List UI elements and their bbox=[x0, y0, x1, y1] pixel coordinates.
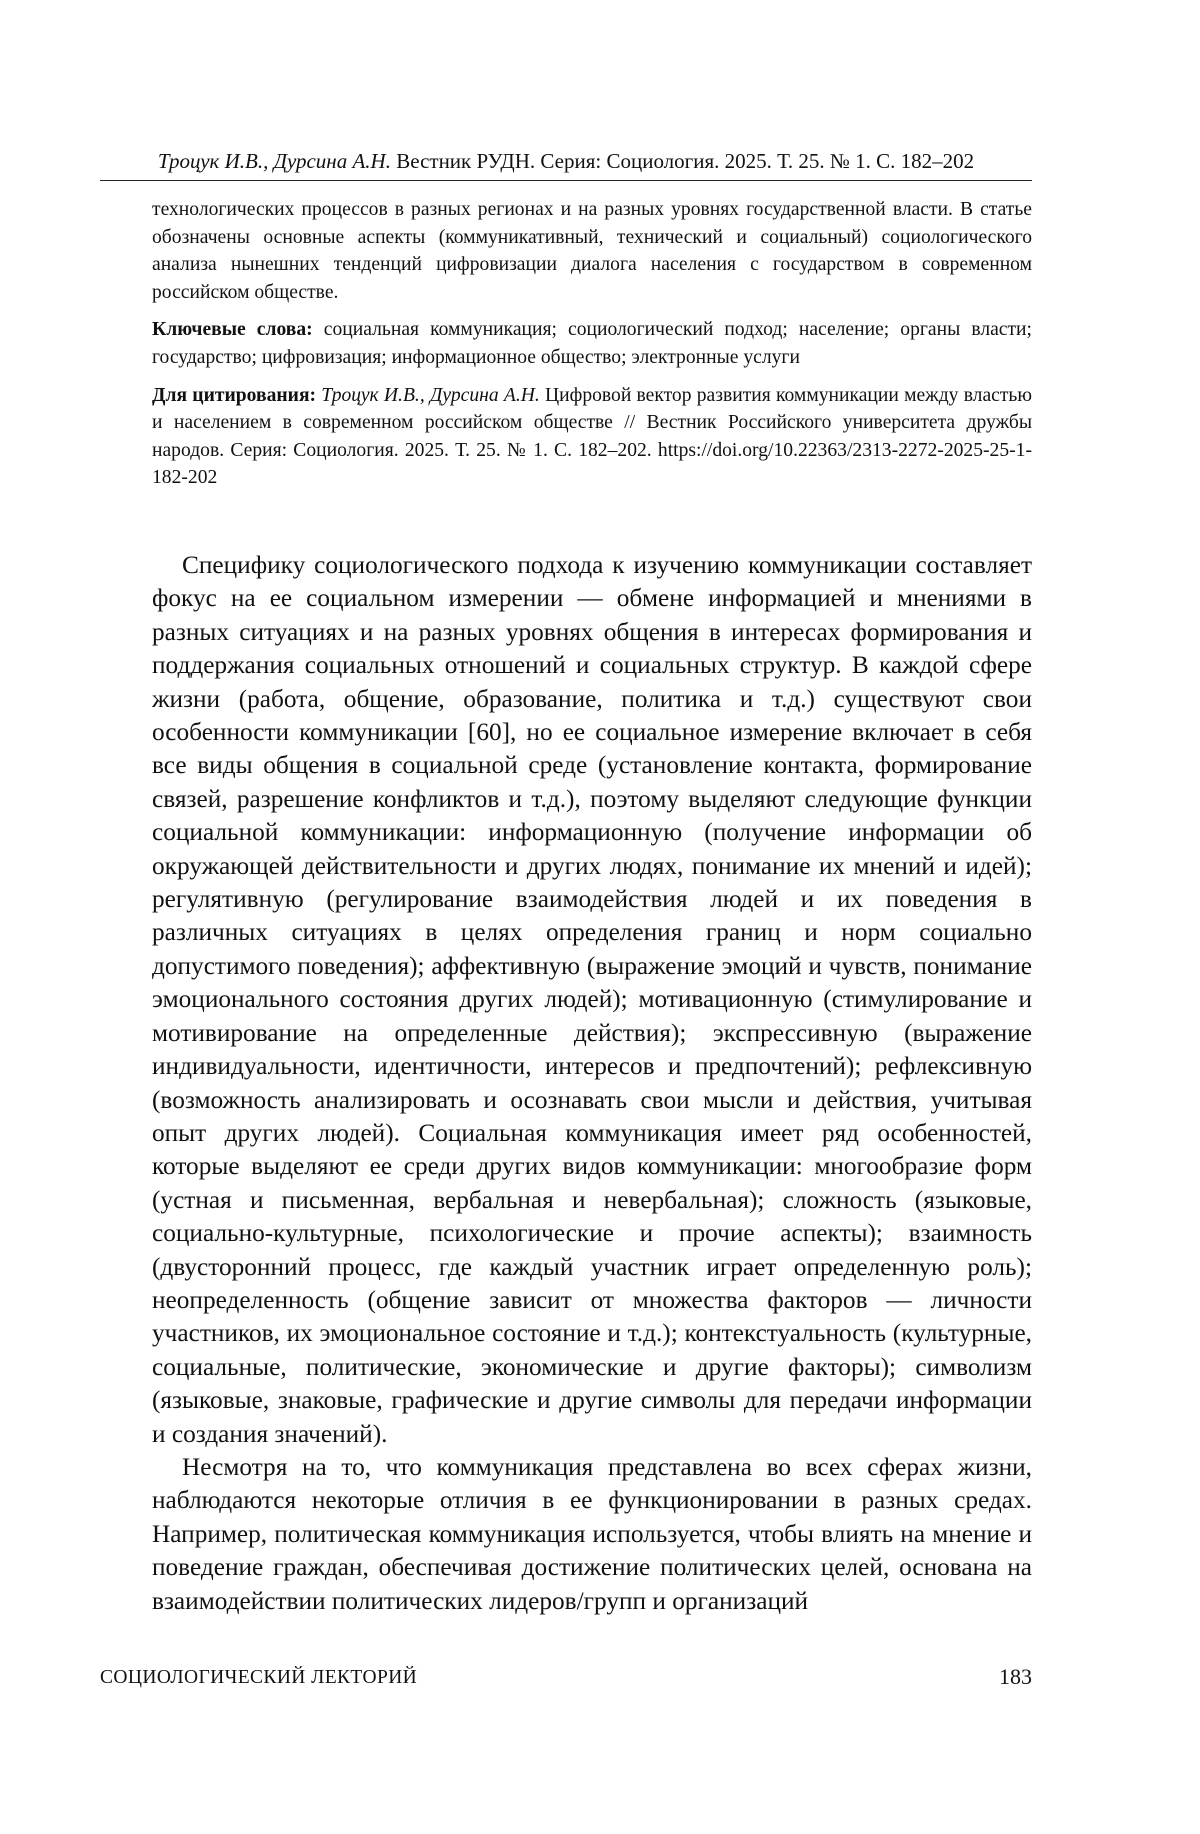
abstract-tail: технологических процессов в разных регионах и на разных уровнях государственной власти. В статье обозначены основные аспекты (коммуникативный, технический и социальный) социологического анализа нынешних тенденций цифровизации диалога населения с государством в современном российском обществе. bbox=[152, 196, 1032, 306]
footer-section-title: СОЦИОЛОГИЧЕСКИЙ ЛЕКТОРИЙ bbox=[100, 1666, 417, 1690]
keywords-label: Ключевые слова: bbox=[152, 319, 313, 340]
page-number: 183 bbox=[999, 1664, 1032, 1690]
running-head-authors: Троцук И.В., Дурсина А.Н. bbox=[158, 149, 391, 173]
keywords-paragraph bbox=[152, 316, 1032, 371]
body-paragraph: Специфику социологического подхода к изучению коммуникации составляет фокус на ее социальном измерении — обмене информацией и мнениями в разных ситуациях и на разных уровнях общения в интересах формирования и поддержания социальных отношений и социальных структур. В каждой сфере жизни (работа, общение, образование, политика и т.д.) существуют свои особенности коммуникации [60], но ее социальное измерение включает в себя все виды общения в социальной среде (установление контакта, формирование связей, разрешение конфликтов и т.д.), поэтому выделяют следующие функции социальной коммуникации: информационную (получение информации об окружающей действительности и других людях, понимание их мнений и идей); регулятивную (регулирование взаимодействия людей и их поведения в различных ситуациях в целях определения границ и норм социально допустимого поведения); аффективную (выражение эмоций и чувств, понимание эмоционального состояния других людей); мотивационную (стимулирование и мотивирование на определенные действия); экспрессивную (выражение индивидуальности, идентичности, интересов и предпочтений); рефлексивную (возможность анализировать и осознавать свои мысли и действия, учитывая опыт других людей). Социальная коммуникация имеет ряд особенностей, которые выделяют ее среди других видов коммуникации: многообразие форм (устная и письменная, вербальная и невербальная); сложность (языковые, социально-культурные, психологические и прочие аспекты); взаимность (двусторонний процесс, где каждый участник играет определенную роль); неопределенность (общение зависит от множества факторов — личности участников, их эмоциональное состояние и т.д.); контекстуальность (культурные, социальные, политические, экономические и другие факторы); символизм (языковые, знаковые, графические и другие символы для передачи информации и создания значений). bbox=[152, 549, 1032, 1451]
citation-label: Для цитирования: bbox=[152, 385, 316, 406]
citation-text: Цифровой вектор развития коммуникации между властью и населением в современном российском обществе // Вестник Российского университета дружбы народов. Серия: Социология. 2025. Т. 25. № 1. С. 182–202. bbox=[152, 385, 1032, 461]
citation-paragraph bbox=[152, 382, 1032, 492]
keywords-text: социальная коммуникация; социологический подход; население; органы власти; государство; цифровизация; информационное общество; электронные услуги bbox=[152, 319, 1032, 368]
running-head-journal: Вестник РУДН. Серия: Социология. 2025. Т. 25. № 1. С. 182–202 bbox=[396, 149, 974, 173]
running-head bbox=[100, 148, 1032, 174]
citation-doi-link[interactable]: https://doi.org/10.22363/2313-2272-2025-25-1-182-202 bbox=[152, 440, 1032, 489]
header-divider bbox=[100, 180, 1032, 181]
abstract-section bbox=[152, 196, 1032, 492]
main-text bbox=[152, 549, 1032, 1618]
citation-authors: Троцук И.В., Дурсина А.Н. bbox=[321, 385, 539, 406]
body-paragraph: Несмотря на то, что коммуникация представлена во всех сферах жизни, наблюдаются некоторые отличия в ее функционировании в разных средах. Например, политическая коммуникация используется, чтобы влиять на мнение и поведение граждан, обеспечивая достижение политических целей, основана на взаимодействии политических лидеров/групп и организаций bbox=[152, 1451, 1032, 1618]
journal-page bbox=[0, 0, 1200, 1834]
